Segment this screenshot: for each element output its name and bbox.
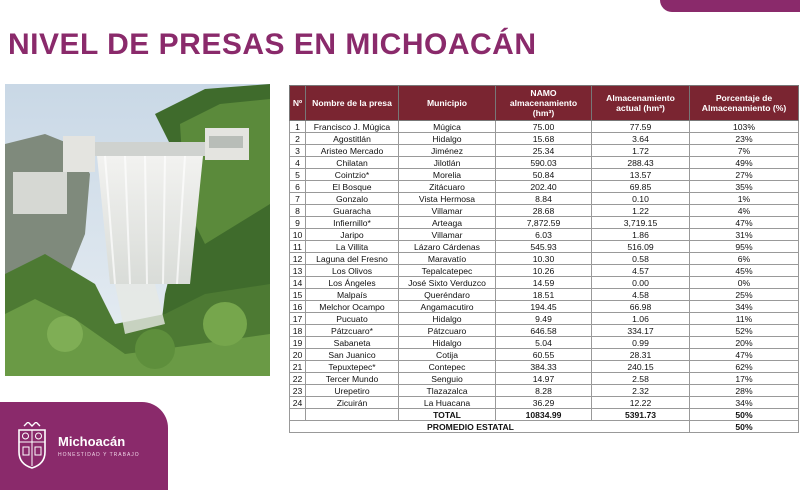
dam-municipio: Hidalgo — [399, 337, 496, 349]
col-header-number: Nº — [290, 86, 306, 121]
page-title: NIVEL DE PRESAS EN MICHOACÁN — [8, 28, 537, 61]
col-header-percent: Porcentaje de Almacenamiento (%) — [690, 86, 799, 121]
table-row — [290, 337, 799, 349]
table-row — [290, 205, 799, 217]
dam-municipio: Hidalgo — [399, 133, 496, 145]
dam-actual: 2.32 — [592, 385, 690, 397]
dam-municipio: Jiménez — [399, 145, 496, 157]
dam-namo: 14.97 — [496, 373, 592, 385]
table-row — [290, 397, 799, 409]
dam-name: Gonzalo — [306, 193, 399, 205]
dam-percent: 25% — [690, 289, 799, 301]
dam-name: Tercer Mundo — [306, 373, 399, 385]
col-header-actual: Almacenamiento actual (hm³) — [592, 86, 690, 121]
dam-percent: 35% — [690, 181, 799, 193]
dam-namo: 75.00 — [496, 121, 592, 133]
table-row — [290, 133, 799, 145]
total-namo: 10834.99 — [496, 409, 592, 421]
dam-actual: 1.22 — [592, 205, 690, 217]
dam-name: El Bosque — [306, 181, 399, 193]
dam-namo: 9.49 — [496, 313, 592, 325]
coat-of-arms-icon — [16, 422, 48, 470]
logo-tagline: HONESTIDAD Y TRABAJO — [58, 452, 140, 458]
dam-percent: 95% — [690, 241, 799, 253]
row-number: 9 — [290, 217, 306, 229]
dam-name: Los Ángeles — [306, 277, 399, 289]
dam-percent: 47% — [690, 217, 799, 229]
row-number: 8 — [290, 205, 306, 217]
dam-actual: 3,719.15 — [592, 217, 690, 229]
row-number: 20 — [290, 349, 306, 361]
michoacan-logo-panel — [0, 402, 168, 490]
dam-namo: 202.40 — [496, 181, 592, 193]
dam-name: Malpaís — [306, 289, 399, 301]
dam-actual: 77.59 — [592, 121, 690, 133]
dam-municipio: Cotija — [399, 349, 496, 361]
dam-actual: 12.22 — [592, 397, 690, 409]
dam-name: Sabaneta — [306, 337, 399, 349]
table-row — [290, 289, 799, 301]
total-label: TOTAL — [399, 409, 496, 421]
dam-percent: 62% — [690, 361, 799, 373]
dam-municipio: Morelia — [399, 169, 496, 181]
dam-name: Guaracha — [306, 205, 399, 217]
table-row — [290, 217, 799, 229]
promedio-row — [290, 421, 799, 433]
dam-namo: 545.93 — [496, 241, 592, 253]
table-row — [290, 229, 799, 241]
dam-actual: 2.58 — [592, 373, 690, 385]
dam-namo: 10.26 — [496, 265, 592, 277]
dam-namo: 646.58 — [496, 325, 592, 337]
table-row — [290, 277, 799, 289]
dam-actual: 13.57 — [592, 169, 690, 181]
dam-namo: 8.28 — [496, 385, 592, 397]
dam-name: Pátzcuaro* — [306, 325, 399, 337]
dam-actual: 0.99 — [592, 337, 690, 349]
dam-name: Infiernillo* — [306, 217, 399, 229]
dam-name: Laguna del Fresno — [306, 253, 399, 265]
dam-name: Pucuato — [306, 313, 399, 325]
dam-percent: 47% — [690, 349, 799, 361]
dam-percent: 52% — [690, 325, 799, 337]
table-row — [290, 373, 799, 385]
dam-actual: 0.00 — [592, 277, 690, 289]
dam-name: La Villita — [306, 241, 399, 253]
dam-name: Francisco J. Múgica — [306, 121, 399, 133]
dam-percent: 1% — [690, 193, 799, 205]
dam-name: Aristeo Mercado — [306, 145, 399, 157]
col-header-municipio: Municipio — [399, 86, 496, 121]
row-number: 1 — [290, 121, 306, 133]
dam-municipio: Senguio — [399, 373, 496, 385]
dam-name: Urepetiro — [306, 385, 399, 397]
dam-percent: 45% — [690, 265, 799, 277]
dam-municipio: Angamacutiro — [399, 301, 496, 313]
dam-photo — [5, 84, 270, 376]
row-number: 24 — [290, 397, 306, 409]
table-row — [290, 169, 799, 181]
dam-municipio: Zitácuaro — [399, 181, 496, 193]
dam-municipio: Múgica — [399, 121, 496, 133]
table-row — [290, 241, 799, 253]
dam-name: San Juanico — [306, 349, 399, 361]
table-row — [290, 157, 799, 169]
dam-percent: 20% — [690, 337, 799, 349]
row-number: 7 — [290, 193, 306, 205]
dam-actual: 4.57 — [592, 265, 690, 277]
row-number: 10 — [290, 229, 306, 241]
dam-municipio: Arteaga — [399, 217, 496, 229]
col-header-namo: NAMO almacenamiento (hm³) — [496, 86, 592, 121]
table-header-row — [290, 86, 799, 121]
dam-percent: 0% — [690, 277, 799, 289]
dam-name: Jaripo — [306, 229, 399, 241]
dam-namo: 28.68 — [496, 205, 592, 217]
dam-actual: 4.58 — [592, 289, 690, 301]
row-number: 16 — [290, 301, 306, 313]
dam-name: Agostitlán — [306, 133, 399, 145]
dam-municipio: La Huacana — [399, 397, 496, 409]
dam-municipio: Tlazazalca — [399, 385, 496, 397]
dam-namo: 10.30 — [496, 253, 592, 265]
dam-name: Melchor Ocampo — [306, 301, 399, 313]
dam-actual: 28.31 — [592, 349, 690, 361]
row-number: 2 — [290, 133, 306, 145]
table-row — [290, 193, 799, 205]
dam-municipio: José Sixto Verduzco — [399, 277, 496, 289]
table-row — [290, 349, 799, 361]
dam-municipio: Villamar — [399, 229, 496, 241]
dam-percent: 7% — [690, 145, 799, 157]
dam-percent: 17% — [690, 373, 799, 385]
dam-percent: 27% — [690, 169, 799, 181]
dam-municipio: Queréndaro — [399, 289, 496, 301]
dam-actual: 1.72 — [592, 145, 690, 157]
row-number: 23 — [290, 385, 306, 397]
row-number: 3 — [290, 145, 306, 157]
row-number: 12 — [290, 253, 306, 265]
dam-namo: 384.33 — [496, 361, 592, 373]
dam-actual: 288.43 — [592, 157, 690, 169]
dam-namo: 60.55 — [496, 349, 592, 361]
dam-municipio: Contepec — [399, 361, 496, 373]
dam-percent: 49% — [690, 157, 799, 169]
dam-percent: 28% — [690, 385, 799, 397]
dam-percent: 34% — [690, 301, 799, 313]
top-accent-bar — [660, 0, 800, 12]
dam-percent: 103% — [690, 121, 799, 133]
dam-name: Cointzio* — [306, 169, 399, 181]
table-row — [290, 313, 799, 325]
total-actual: 5391.73 — [592, 409, 690, 421]
dam-namo: 6.03 — [496, 229, 592, 241]
row-number: 4 — [290, 157, 306, 169]
dam-namo: 8.84 — [496, 193, 592, 205]
table-row — [290, 301, 799, 313]
table-row — [290, 121, 799, 133]
dam-municipio: Villamar — [399, 205, 496, 217]
dam-actual: 3.64 — [592, 133, 690, 145]
total-row — [290, 409, 799, 421]
row-number: 19 — [290, 337, 306, 349]
row-number: 15 — [290, 289, 306, 301]
dam-municipio: Hidalgo — [399, 313, 496, 325]
dam-percent: 34% — [690, 397, 799, 409]
dam-namo: 194.45 — [496, 301, 592, 313]
dam-actual: 69.85 — [592, 181, 690, 193]
dam-municipio: Lázaro Cárdenas — [399, 241, 496, 253]
row-number: 14 — [290, 277, 306, 289]
row-number: 21 — [290, 361, 306, 373]
dam-actual: 66.98 — [592, 301, 690, 313]
dam-namo: 25.34 — [496, 145, 592, 157]
row-number: 22 — [290, 373, 306, 385]
dam-percent: 6% — [690, 253, 799, 265]
row-number: 17 — [290, 313, 306, 325]
dam-municipio: Vista Hermosa — [399, 193, 496, 205]
dam-percent: 23% — [690, 133, 799, 145]
table-row — [290, 145, 799, 157]
dam-municipio: Jilotlán — [399, 157, 496, 169]
dam-namo: 5.04 — [496, 337, 592, 349]
dam-name: Chilatan — [306, 157, 399, 169]
logo-name: Michoacán — [58, 434, 126, 449]
dam-namo: 590.03 — [496, 157, 592, 169]
dam-levels-table — [289, 85, 799, 433]
dam-namo: 14.59 — [496, 277, 592, 289]
table-row — [290, 181, 799, 193]
promedio-percent: 50% — [690, 421, 799, 433]
dam-namo: 15.68 — [496, 133, 592, 145]
dam-municipio: Tepalcatepec — [399, 265, 496, 277]
dam-percent: 31% — [690, 229, 799, 241]
dam-actual: 334.17 — [592, 325, 690, 337]
dam-municipio: Maravatío — [399, 253, 496, 265]
table-row — [290, 325, 799, 337]
dam-name: Los Olivos — [306, 265, 399, 277]
dam-namo: 50.84 — [496, 169, 592, 181]
dam-actual: 1.06 — [592, 313, 690, 325]
row-number: 5 — [290, 169, 306, 181]
dam-actual: 516.09 — [592, 241, 690, 253]
dam-municipio: Pátzcuaro — [399, 325, 496, 337]
dam-namo: 36.29 — [496, 397, 592, 409]
dam-actual: 0.10 — [592, 193, 690, 205]
table-row — [290, 253, 799, 265]
dam-namo: 7,872.59 — [496, 217, 592, 229]
table-row — [290, 361, 799, 373]
table-row — [290, 265, 799, 277]
dam-name: Zicuirán — [306, 397, 399, 409]
row-number: 18 — [290, 325, 306, 337]
dam-name: Tepuxtepec* — [306, 361, 399, 373]
dam-actual: 240.15 — [592, 361, 690, 373]
table-row — [290, 385, 799, 397]
total-percent: 50% — [690, 409, 799, 421]
dam-percent: 4% — [690, 205, 799, 217]
row-number: 11 — [290, 241, 306, 253]
col-header-name: Nombre de la presa — [306, 86, 399, 121]
dam-actual: 0.58 — [592, 253, 690, 265]
dam-percent: 11% — [690, 313, 799, 325]
dam-namo: 18.51 — [496, 289, 592, 301]
dam-actual: 1.86 — [592, 229, 690, 241]
row-number: 6 — [290, 181, 306, 193]
row-number: 13 — [290, 265, 306, 277]
promedio-label: PROMEDIO ESTATAL — [290, 421, 690, 433]
